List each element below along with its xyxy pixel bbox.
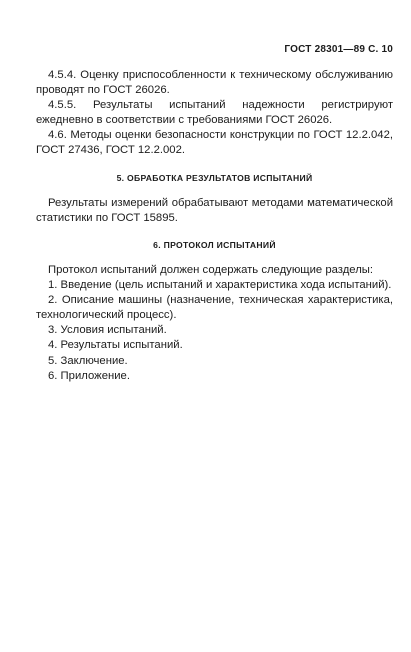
page-content <box>36 68 393 384</box>
paragraph-4-6: 4.6. Методы оценки безопасности конструкции по ГОСТ 12.2.042, ГОСТ 27436, ГОСТ 12.2.002. <box>36 129 393 157</box>
list-item: 2. Описание машины (назначение, техническая характеристика, технологический процесс). <box>36 294 393 322</box>
list-item: 4. Результаты испытаний. <box>48 339 183 352</box>
list-item: 3. Условия испытаний. <box>48 324 167 337</box>
running-header: ГОСТ 28301—89 С. 10 <box>284 44 393 55</box>
list-item: 5. Заключение. <box>48 354 128 367</box>
section-5-text: Результаты измерений обрабатывают методами математической статистики по ГОСТ 15895. <box>36 196 393 224</box>
list-item: 1. Введение (цель испытаний и характеристика хода испытаний). <box>48 279 392 292</box>
paragraph-4-5-4: 4.5.4. Оценку приспособленности к техническому обслуживанию проводят по ГОСТ 26026. <box>36 69 393 97</box>
paragraph-4-5-5: 4.5.5. Результаты испытаний надежности регистрируют ежедневно в соответствии с требованиями ГОСТ 26026. <box>36 99 393 127</box>
list-item: 6. Приложение. <box>48 369 130 382</box>
section-6-heading: 6. ПРОТОКОЛ ИСПЫТАНИЙ <box>153 239 276 250</box>
section-6-intro: Протокол испытаний должен содержать следующие разделы: <box>48 263 374 276</box>
section-5-heading: 5. ОБРАБОТКА РЕЗУЛЬТАТОВ ИСПЫТАНИЙ <box>116 172 313 183</box>
